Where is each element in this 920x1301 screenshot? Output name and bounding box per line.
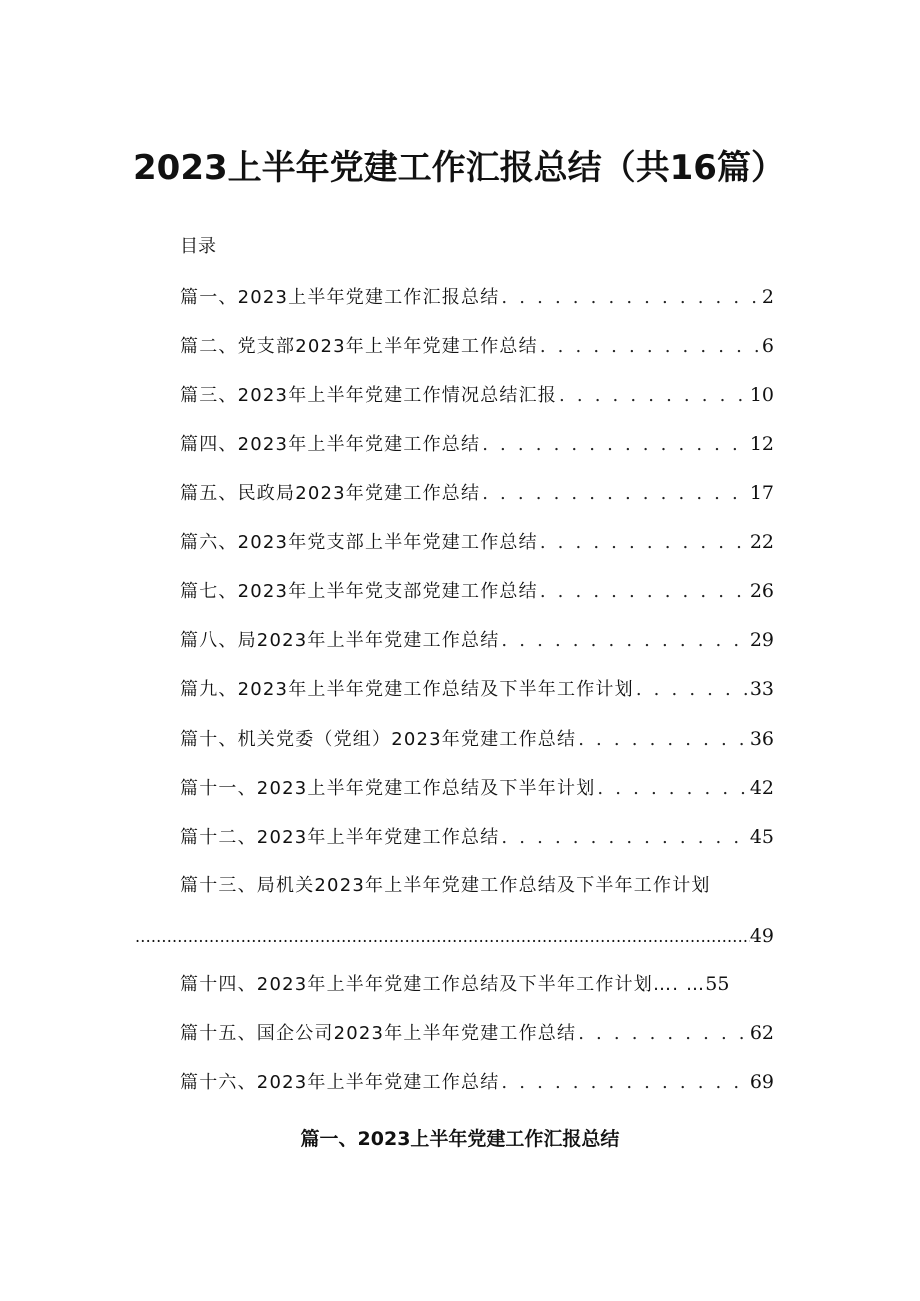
toc-entry-11[interactable] [180,773,774,803]
toc-entry-10[interactable] [180,724,774,754]
toc-leader-dots [501,1068,747,1098]
toc-entry-label: 篇一、2023上半年党建工作汇报总结 [180,287,500,308]
toc-leader-dots [501,823,747,853]
toc-entry-page: 12 [749,433,774,455]
toc-entry-13[interactable]: 篇十三、局机关2023年上半年党建工作总结及下半年工作计划 [180,875,711,896]
toc-entry-label: 篇六、2023年党支部上半年党建工作总结 [180,532,538,553]
toc-entry-2[interactable] [180,331,774,361]
toc-leader-dots [578,725,748,755]
section-heading: 篇一、2023上半年党建工作汇报总结 [300,1128,620,1150]
toc-leader-dots [501,283,759,313]
toc-entry-page: 26 [749,580,774,602]
toc-entry-1[interactable] [180,282,774,312]
toc-entry-label: 篇十二、2023年上半年党建工作总结 [180,827,500,848]
toc-entry-label: 篇十五、国企公司2023年上半年党建工作总结 [180,1023,577,1044]
toc-entry-page: 55 [705,973,730,995]
toc-leader-dots [482,430,748,460]
toc-entry-16[interactable] [180,1067,774,1097]
toc-entry-13-continuation[interactable] [135,921,774,951]
toc-entry-label: 篇四、2023年上半年党建工作总结 [180,434,481,455]
toc-entry-3[interactable] [180,380,774,410]
toc-entry-6[interactable] [180,527,774,557]
toc-leader-dots [482,479,748,509]
toc-leader-dots [540,528,748,558]
toc-leader-dots [540,332,760,362]
toc-entry-12[interactable] [180,822,774,852]
toc-entry-page: 2 [761,286,774,308]
toc-entry-page: 6 [761,335,774,357]
toc-entry-label: 篇二、党支部2023年上半年党建工作总结 [180,336,538,357]
toc-entry-page: 17 [749,482,774,504]
toc-leader-dots [135,922,750,952]
toc-leader-dots [636,675,748,705]
toc-entry-page: 33 [749,678,774,700]
toc-entry-page: 29 [749,629,774,651]
toc-entry-9[interactable] [180,674,774,704]
toc-entry-page: 45 [749,826,774,848]
toc-leader-dots [540,577,748,607]
toc-entry-7[interactable] [180,576,774,606]
toc-entry-label: 篇十四、2023年上半年党建工作总结及下半年工作计划…. … [180,974,706,995]
toc-entry-label: 篇九、2023年上半年党建工作总结及下半年工作计划 [180,679,634,700]
toc-entry-label: 篇十一、2023上半年党建工作总结及下半年计划 [180,778,596,799]
toc-entry-page: 49 [749,925,774,947]
toc-entry-4[interactable] [180,429,774,459]
toc-leader-dots [559,381,748,411]
toc-leader-dots [501,626,747,656]
toc-entry-label: 篇五、民政局2023年党建工作总结 [180,483,481,504]
toc-entry-page: 42 [749,777,774,799]
toc-entry-page: 10 [749,384,774,406]
toc-entry-page: 69 [749,1071,774,1093]
toc-entry-15[interactable] [180,1018,774,1048]
toc-heading: 目录 [180,236,216,257]
toc-leader-dots [578,1019,748,1049]
toc-entry-label: 篇十、机关党委（党组）2023年党建工作总结 [180,729,577,750]
toc-entry-5[interactable] [180,478,774,508]
toc-entry-8[interactable] [180,625,774,655]
toc-entry-label: 篇十六、2023年上半年党建工作总结 [180,1072,500,1093]
toc-entry-label: 篇七、2023年上半年党支部党建工作总结 [180,581,538,602]
toc-leader-dots [597,774,747,804]
toc-entry-14[interactable] [180,969,729,1000]
toc-entry-label: 篇八、局2023年上半年党建工作总结 [180,630,500,651]
toc-entry-page: 22 [749,531,774,553]
toc-entry-page: 62 [749,1022,774,1044]
toc-entry-page: 36 [749,728,774,750]
document-title: 2023上半年党建工作汇报总结（共16篇） [133,148,785,188]
toc-entry-label: 篇三、2023年上半年党建工作情况总结汇报 [180,385,558,406]
